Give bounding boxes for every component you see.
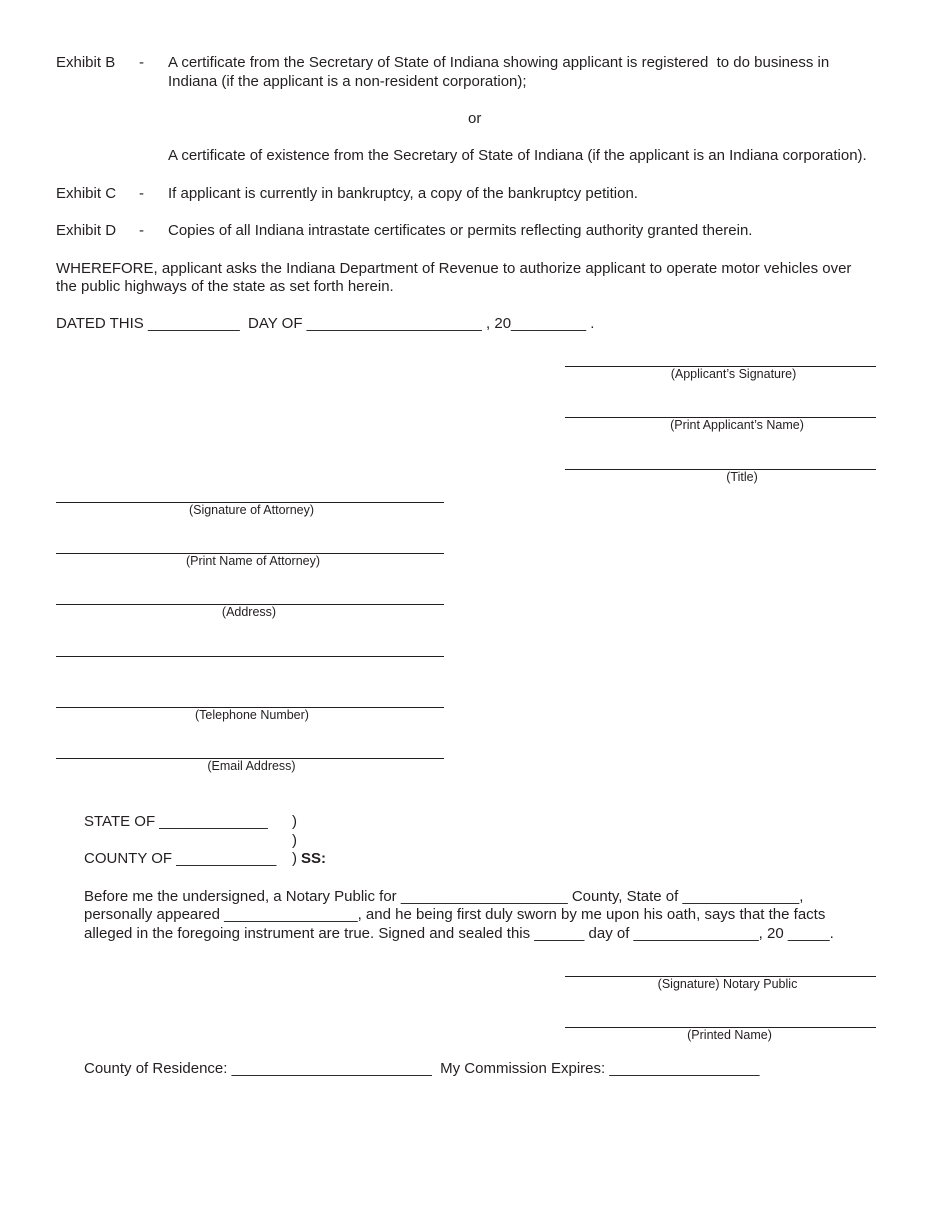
notary-residence-commission-line: County of Residence: ________________________ My Commission Expires: __________________ (84, 1060, 760, 1077)
exhibit-d-text: Copies of all Indiana intrastate certificates or permits reflecting authority granted therein. (168, 222, 753, 239)
notary-body-line2: personally appeared ________________, and he being first duly sworn by me upon his oath, says that the facts (84, 906, 826, 923)
exhibit-d-dash: - (139, 222, 144, 239)
notary-ss: SS: (301, 850, 327, 867)
exhibit-b-text-line2: Indiana (if the applicant is a non-resident corporation); (168, 73, 527, 90)
notary-paren-2: ) (292, 832, 297, 849)
attorney-address-label: (Address) (221, 605, 277, 619)
notary-paren-1: ) (292, 813, 297, 830)
exhibit-c-text: If applicant is currently in bankruptcy, a copy of the bankruptcy petition. (168, 185, 638, 202)
wherefore-line1: WHEREFORE, applicant asks the Indiana Department of Revenue to authorize applicant to operate motor vehicles over (56, 260, 852, 277)
notary-body-line1: Before me the undersigned, a Notary Public for ____________________ County, State of ______________, (84, 888, 804, 905)
exhibit-b-text-line1: A certificate from the Secretary of State of Indiana showing applicant is registered to do business in (168, 54, 830, 71)
exhibit-c-dash: - (139, 185, 144, 202)
applicant-name-label: (Print Applicant’s Name) (670, 418, 804, 432)
exhibit-c-label: Exhibit C (56, 185, 117, 202)
attorney-signature-label: (Signature of Attorney) (188, 503, 315, 517)
attorney-email-label: (Email Address) (207, 759, 296, 773)
notary-body-line3: alleged in the foregoing instrument are true. Signed and sealed this ______ day of _______________, 20 _____. (84, 925, 834, 942)
notary-county-line: COUNTY OF ____________ (84, 850, 277, 867)
attorney-telephone-label: (Telephone Number) (195, 708, 309, 722)
dated-line: DATED THIS ___________ DAY OF _____________________ , 20_________ . (56, 315, 595, 332)
exhibit-b-label: Exhibit B (56, 54, 116, 71)
applicant-signature-label: (Applicant’s Signature) (670, 367, 797, 381)
attorney-address-line-2[interactable] (56, 656, 444, 657)
wherefore-line2: the public highways of the state as set forth herein. (56, 278, 394, 295)
exhibit-b-alt-text: A certificate of existence from the Secretary of State of Indiana (if the applicant is an Indiana corporation). (168, 147, 867, 164)
exhibit-b-or: or (468, 110, 482, 127)
attorney-name-label: (Print Name of Attorney) (185, 554, 321, 568)
exhibit-b-dash: - (139, 54, 144, 71)
applicant-title-label: (Title) (726, 470, 758, 484)
notary-signature-label: (Signature) Notary Public (657, 977, 798, 991)
exhibit-d-label: Exhibit D (56, 222, 117, 239)
notary-state-line: STATE OF _____________ (84, 813, 268, 830)
notary-printed-name-label: (Printed Name) (687, 1028, 772, 1042)
notary-paren-3: ) (292, 850, 297, 867)
